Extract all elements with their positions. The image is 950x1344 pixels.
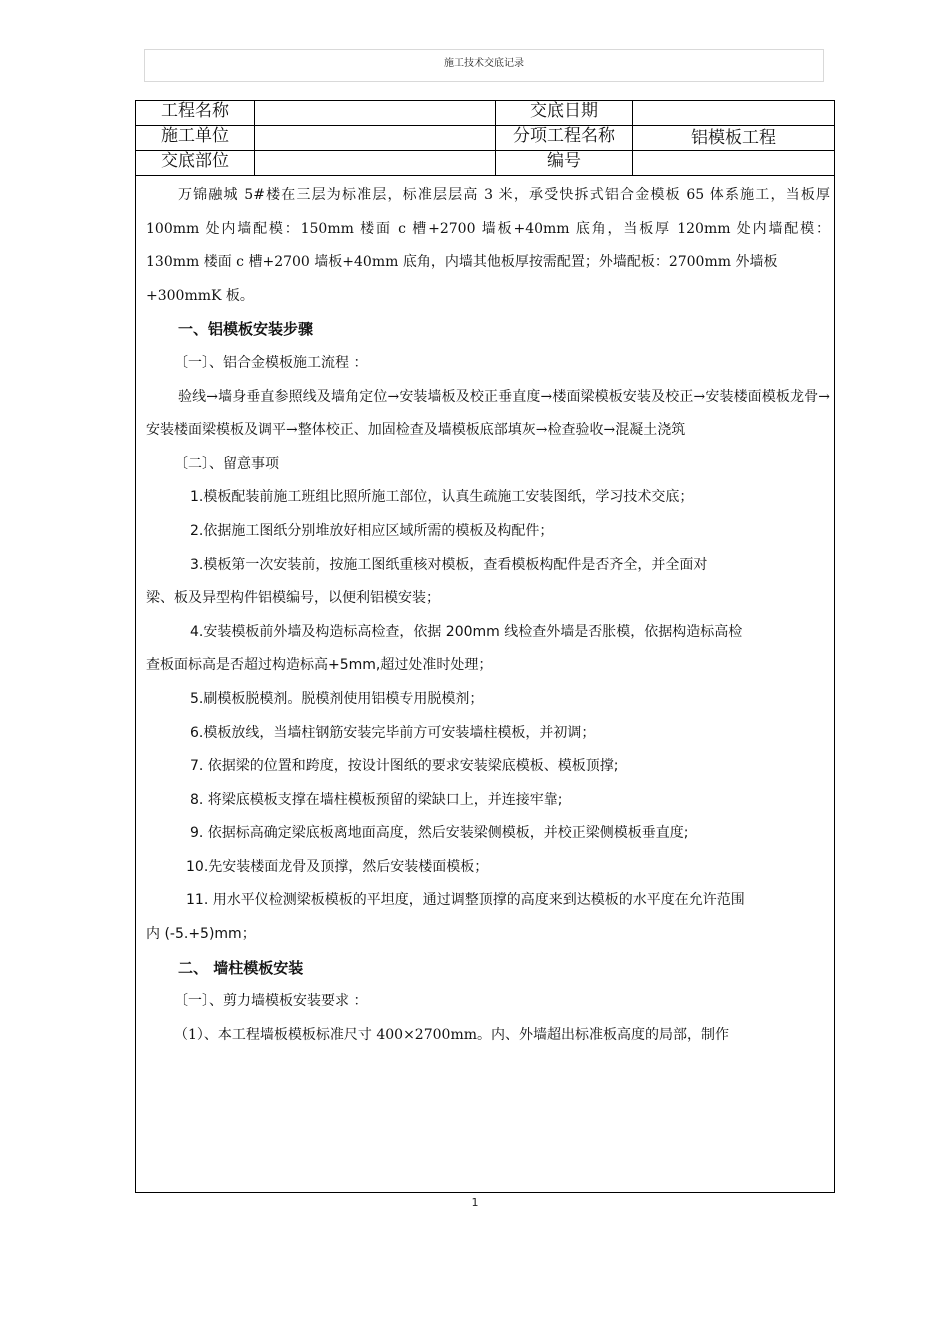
intro-paragraph: 万锦融城 5#楼在三层为标准层，标准层层高 3 米，承受快拆式铝合金模板 65 体系施工，当板厚 100mm 处内墙配模：150mm 楼面 c 槽+2700 墙板+40mm 底角，当板厚 120mm 处内墙配模： 130mm 楼面 c 槽+2700 墙板+40mm 底角，内墙其他板厚按需配置；外墙配板：2700mm 外墙板 <box>146 187 830 271</box>
list-item: 4.安装模板前外墙及构造标高检查，依据 200mm 线检查外墙是否胀模，依据构造标高检 <box>190 623 743 640</box>
header-title: 施工技术交底记录 <box>444 58 524 69</box>
project-info-table <box>136 101 834 176</box>
subitem-name-value: 铝模板工程 <box>633 126 835 151</box>
disclosure-content <box>146 179 830 1052</box>
subitem-name-label: 分项工程名称 <box>496 126 633 151</box>
list-item: 1.模板配装前施工班组比照所施工部位，认真生疏施工安装图纸，学习技术交底； <box>190 489 694 506</box>
disclosure-date-value <box>633 101 835 126</box>
list-item: 8. 将梁底模板支撑在墙柱模板预留的梁缺口上，并连接牢靠; <box>190 791 563 808</box>
section-1-title: 一、铝模板安装步骤 <box>178 320 314 339</box>
table-row <box>136 126 834 151</box>
construction-unit-label: 施工单位 <box>136 126 255 151</box>
construction-flow: 验线→墙身垂直参照线及墙角定位→安装墙板及校正垂直度→楼面梁模板安装及校正→安装楼面模板龙骨→安装楼面梁模板及调平→整体校正、加固检查及墙模板底部填灰→检查验收→混凝土浇筑 <box>146 388 830 439</box>
list-item: 9. 依据标高确定梁底板离地面高度，然后安装梁侧模板，并校正梁侧模板垂直度; <box>190 825 689 842</box>
list-item: 2.依据施工图纸分别堆放好相应区域所需的模板及构配件； <box>190 522 554 539</box>
page-number: 1 <box>471 1196 479 1209</box>
disclosure-date-label: 交底日期 <box>496 101 633 126</box>
list-item: 5.刷模板脱模剂。脱模剂使用铝模专用脱模剂； <box>190 690 484 707</box>
subsection-2-title: 〔二〕、留意事项 <box>174 455 279 472</box>
list-item: 3.模板第一次安装前，按施工图纸重核对模板，查看模板构配件是否齐全，并全面对 <box>190 556 708 573</box>
table-row <box>136 151 834 176</box>
project-name-value <box>255 101 496 126</box>
list-item: 10.先安装楼面龙骨及顶撑，然后安装楼面模板； <box>186 858 489 875</box>
list-item-continuation: 查板面标高是否超过构造标高+5mm,超过处准时处理； <box>146 657 493 674</box>
disclosure-record-frame <box>135 100 835 1193</box>
project-name-label: 工程名称 <box>136 101 255 126</box>
serial-number-label: 编号 <box>496 151 633 176</box>
page-header <box>144 49 824 82</box>
list-item-continuation: 内 (-5.+5)mm； <box>146 926 256 943</box>
list-item: 7. 依据梁的位置和跨度，按设计图纸的要求安装梁底模板、模板顶撑; <box>190 758 619 775</box>
disclosure-part-value <box>255 151 496 176</box>
intro-paragraph-tail: +300mmK 板。 <box>146 287 254 304</box>
list-item: 11. 用水平仪检测梁板模板的平坦度，通过调整顶撑的高度来到达模板的水平度在允许范围 <box>186 892 745 909</box>
subsection-1-title: 〔一〕、铝合金模板施工流程 ： <box>174 354 368 371</box>
list-item: 6.模板放线，当墙柱钢筋安装完毕前方可安装墙柱模板，并初调； <box>190 724 596 741</box>
section-2-title: 二、 墙柱模板安装 <box>178 958 304 977</box>
disclosure-part-label: 交底部位 <box>136 151 255 176</box>
table-row <box>136 101 834 126</box>
subsection-3-title: 〔一〕、剪力墙模板安装要求 ： <box>174 993 368 1010</box>
wall-panel-spec-line: （1）、本工程墙板模板标准尺寸 400×2700mm。内、外墙超出标准板高度的局部，制作 <box>174 1026 729 1043</box>
construction-unit-value <box>255 126 496 151</box>
serial-number-value <box>633 151 835 176</box>
list-item-continuation: 梁、板及异型构件铝模编号，以便利铝模安装； <box>146 590 440 607</box>
